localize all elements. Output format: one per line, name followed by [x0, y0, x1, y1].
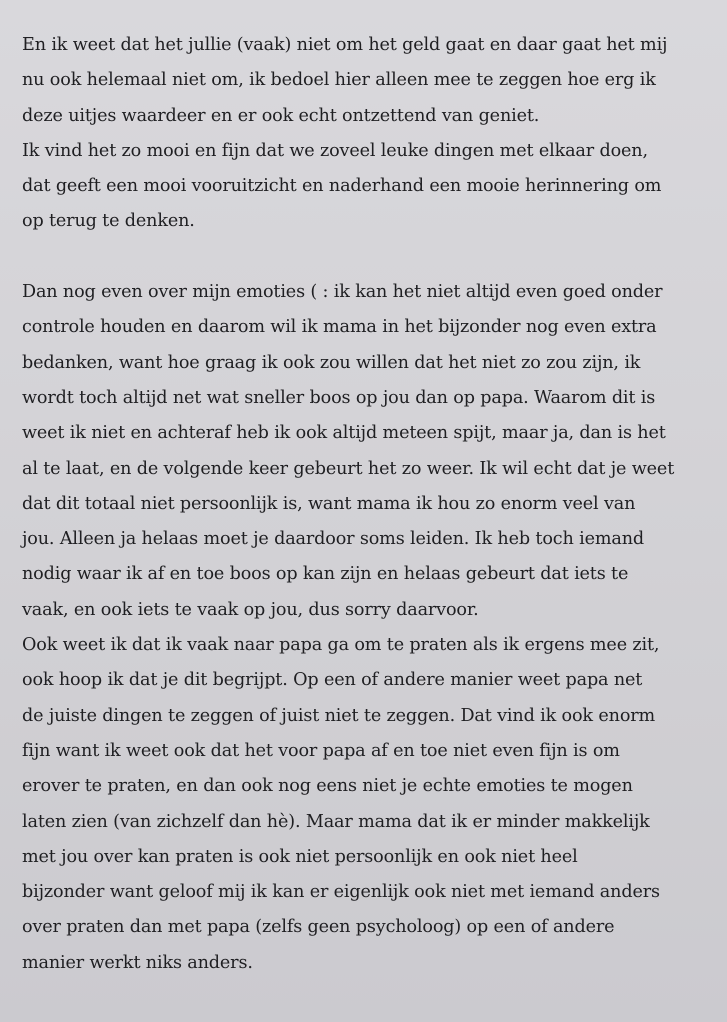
text-line: Ook weet ik dat ik vaak naar papa ga om te praten als ik ergens mee zit, — [22, 635, 660, 656]
text-line: manier werkt niks anders. — [22, 952, 253, 973]
text-line: ook hoop ik dat je dit begrijpt. Op een of andere manier weet papa net — [22, 670, 643, 691]
text-line: laten zien (van zichzelf dan hè). Maar mama dat ik er minder makkelijk — [22, 811, 650, 832]
text-line: de juiste dingen te zeggen of juist niet te zeggen. Dat vind ik ook enorm — [22, 705, 656, 726]
text-line: Ik vind het zo mooi en fijn dat we zoveel leuke dingen met elkaar doen, — [22, 140, 648, 161]
paragraph-2 — [22, 134, 709, 240]
text-line: controle houden en daarom wil ik mama in het bijzonder nog even extra — [22, 317, 657, 338]
text-line: wordt toch altijd net wat sneller boos op jou dan op papa. Waarom dit is — [22, 387, 656, 408]
text-line: bijzonder want geloof mij ik kan er eigenlijk ook niet met iemand anders — [22, 882, 660, 903]
text-line: En ik weet dat het jullie (vaak) niet om het geld gaat en daar gaat het mij — [22, 35, 668, 55]
text-line: deze uitjes waardeer en er ook echt ontzettend van geniet. — [22, 105, 540, 126]
text-line: erover te praten, en dan ook nog eens niet je echte emoties te mogen — [22, 776, 633, 797]
text-line: jou. Alleen ja helaas moet je daardoor soms leiden. Ik heb toch iemand — [22, 529, 645, 550]
text-line: op terug te denken. — [22, 211, 195, 232]
text-line: weet ik niet en achteraf heb ik ook altijd meteen spijt, maar ja, dan is het — [22, 423, 666, 444]
top-margin — [22, 0, 709, 28]
paragraph-spacer — [22, 240, 709, 275]
text-line: met jou over kan praten is ook niet persoonlijk en ook niet heel — [22, 846, 578, 867]
paragraph-1 — [22, 28, 709, 134]
text-line: over praten dan met papa (zelfs geen psycholoog) op een of andere — [22, 917, 615, 938]
text-line: nodig waar ik af en toe boos op kan zijn en helaas gebeurt dat iets te — [22, 564, 629, 585]
text-line: vaak, en ook iets te vaak op jou, dus sorry daarvoor. — [22, 599, 479, 620]
paragraph-3 — [22, 275, 709, 628]
text-line: al te laat, en de volgende keer gebeurt het zo weer. Ik wil echt dat je weet — [22, 458, 675, 479]
text-line: Dan nog even over mijn emoties ( : ik kan het niet altijd even goed onder — [22, 282, 663, 303]
text-line: fijn want ik weet ook dat het voor papa af en toe niet even fijn is om — [22, 740, 620, 761]
text-line: bedanken, want hoe graag ik ook zou willen dat het niet zo zou zijn, ik — [22, 352, 641, 373]
text-line: dat dit totaal niet persoonlijk is, want mama ik hou zo enorm veel van — [22, 493, 636, 514]
text-line: dat geeft een mooi vooruitzicht en naderhand een mooie herinnering om — [22, 176, 662, 197]
text-line: nu ook helemaal niet om, ik bedoel hier alleen mee te zeggen hoe erg ik — [22, 70, 656, 91]
paragraph-4 — [22, 628, 709, 981]
